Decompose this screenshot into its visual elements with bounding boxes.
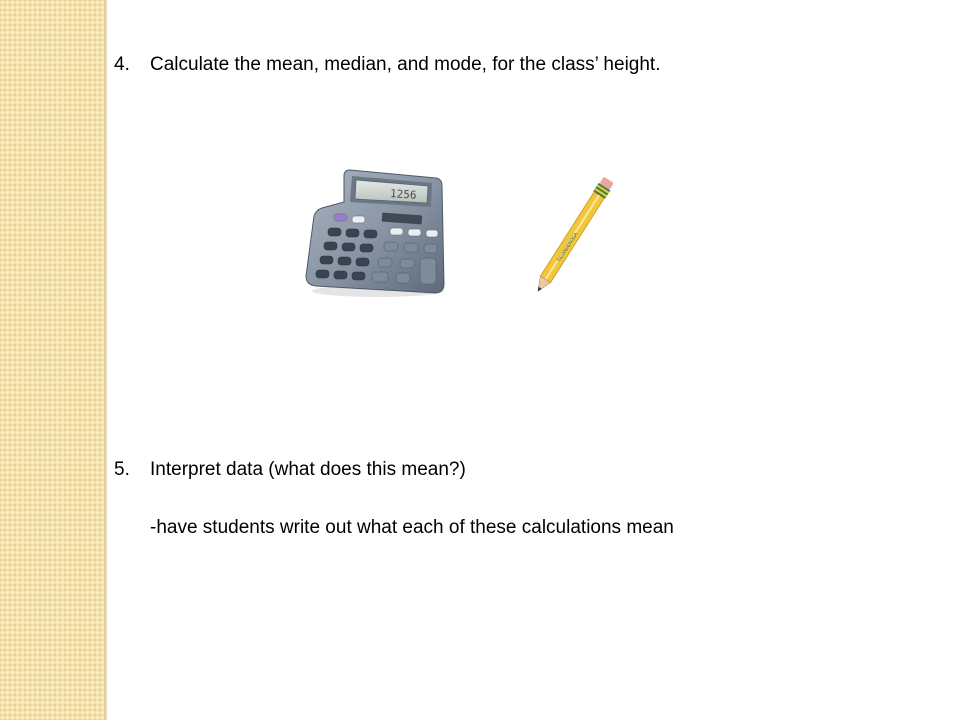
calculator-display-text: 1256 [389,187,417,202]
pencil-brand-text: TICONDEROGA [556,232,580,264]
item-5-text: Interpret data (what does this mean?) [150,459,466,480]
list-item-5 [114,458,466,482]
item-5-subtext: -have students write out what each of these calculations mean [150,517,674,538]
item-5-number: 5. [114,459,130,480]
side-band-edge [104,0,107,720]
decorative-side-band [0,0,104,720]
pencil-icon [500,158,650,308]
calculator-icon [300,166,450,300]
list-item-4 [114,53,660,77]
item-4-number: 4. [114,54,130,75]
item-4-text: Calculate the mean, median, and mode, for the class’ height. [150,54,661,75]
